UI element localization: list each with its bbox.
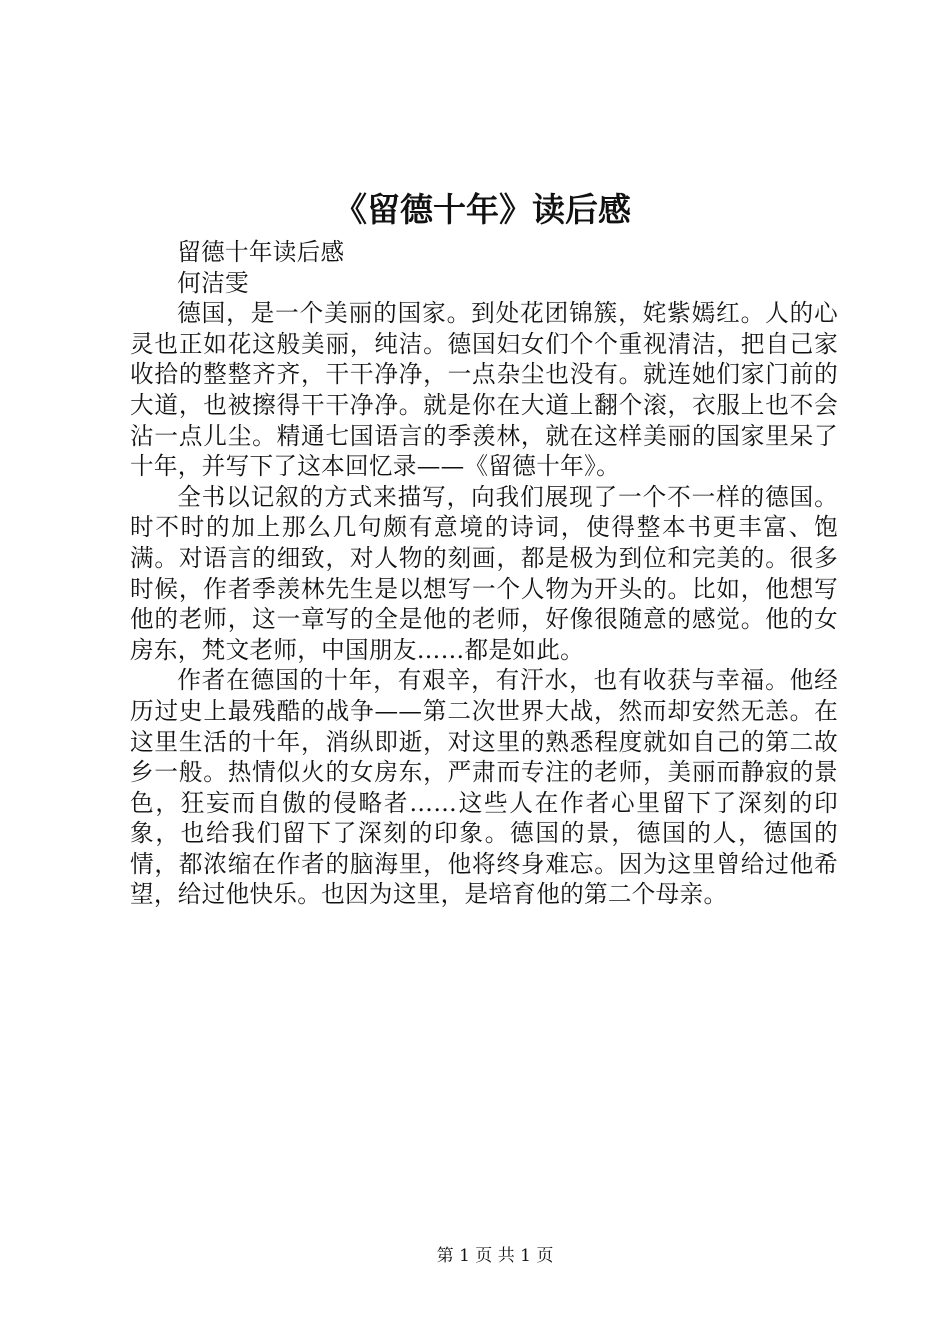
author-line: 何洁雯 bbox=[177, 268, 249, 297]
subtitle-line: 留德十年读后感 bbox=[177, 238, 345, 266]
document-body bbox=[130, 237, 838, 910]
paragraph-3: 作者在德国的十年，有艰辛，有汗水，也有收获与幸福。他经历过史上最残酷的战争——第二次世界大战，然而却安然无恙。在这里生活的十年，消纵即逝，对这里的熟悉程度就如自己的第二故乡一般。热情似火的女房东，严肃而专注的老师，美丽而静寂的景色，狂妄而自傲的侵略者……这些人在作者心里留下了深刻的印象，也给我们留下了深刻的印象。德国的景，德国的人，德国的情，都浓缩在作者的脑海里，他将终身难忘。因为这里曾给过他希望，给过他快乐。也因为这里，是培育他的第二个母亲。 bbox=[130, 666, 838, 909]
paragraph-2: 全书以记叙的方式来描写，向我们展现了一个不一样的德国。时不时的加上那么几句颇有意境的诗词，使得整本书更丰富、饱满。对语言的细致，对人物的刻画，都是极为到位和完美的。很多时候，作者季羡林先生是以想写一个人物为开头的。比如，他想写他的老师，这一章写的全是他的老师，好像很随意的感觉。他的女房东，梵文老师，中国朋友……都是如此。 bbox=[130, 482, 838, 664]
paragraph-1: 德国，是一个美丽的国家。到处花团锦簇，姹紫嫣红。人的心灵也正如花这般美丽，纯洁。德国妇女们个个重视清洁，把自己家收拾的整整齐齐，干干净净，一点杂尘也没有。就连她们家门前的大道，也被擦得干干净净。就是你在大道上翻个滚，衣服上也不会沾一点儿尘。精通七国语言的季羡林，就在这样美丽的国家里呆了十年，并写下了这本回忆录——《留德十年》。 bbox=[130, 299, 838, 481]
page-footer: 第 1 页 共 1 页 bbox=[436, 1246, 554, 1266]
document-title: 《留德十年》读后感 bbox=[334, 190, 631, 229]
